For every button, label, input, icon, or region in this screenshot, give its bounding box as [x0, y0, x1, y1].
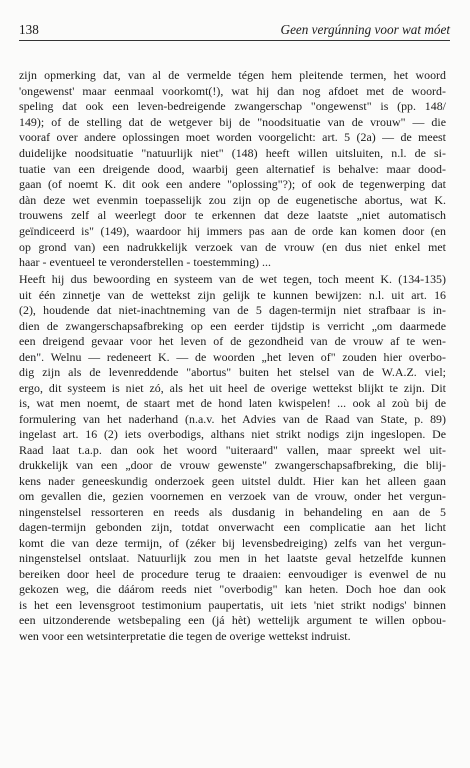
text-line: Heeft hij dus bewoording en systeem van de wet tegen, toch meent K. (134-135) [19, 272, 446, 286]
text-line: een dreigend gevaar voor het leven of de gezondheid van de vrouw af te wen- [19, 334, 446, 348]
text-line: bereiken door heel de procedure terug te draaien: eenvoudiger is evenwel de nu [19, 566, 446, 581]
text-line: geïndiceerd is" (149), waardoor hij immers pas aan de orde kan komen door (en [19, 223, 446, 238]
text-line: ergo, dit systeem is niet zó, als het uit heel de overige wettekst blijkt te zijn. Dit [19, 380, 446, 395]
text-line: op grond van) een nadrukkelijk verzoek van de vrouw (en dus niet enkel met [19, 239, 446, 254]
text-line: een uitzonderende wetsbepaling een (já hèt) wettelijk argument te willen opbou- [19, 613, 446, 627]
text-line: trouwens zelf al weerlegt door te erkennen dat deze laatste „niet automatisch [19, 208, 446, 223]
text-line: dien de zwangerschapsafbreking op een eerder tijdstip is verricht „om daarmede [19, 318, 446, 333]
text-line: ningenstelsel ressorteren en reeds als dusdanig in behandeling en aan de 5 [19, 504, 446, 519]
text-line: is, wat men noemt, de staart met de hond laten kwispelen! ... ook al zoù bij de [19, 396, 446, 410]
text-line: wen voor een wetsinterpretatie die tegen de overige wettekst indruist. [19, 628, 351, 643]
text-line: (2), houdende dat niet-inachtneming van de 5 dagen-termijn niet strafbaar is in- [19, 303, 446, 317]
text-line: drukkelijk van een „door de vrouw gewenste" zwangerschapsafbreking, die blij- [19, 458, 446, 472]
text-line: gekozen weg, die dáárom reeds niet "overbodig" kan heten. Doch hoe dan ook [19, 582, 446, 596]
text-line: dagen-termijn gebonden zijn, totdat onverwacht een complicatie aan het licht [19, 520, 446, 534]
text-line: dàn deze wet evenmin toepasselijk zou zijn op de eugenetische abortus, wat K. [19, 192, 446, 207]
text-line: komt die van deze termijn, of (zéker bij levensbedreiging) zelfs van het vergun- [19, 535, 446, 550]
text-line: uit één zinnetje van de wettekst zijn gelijk te kunnen bewijzen: n.l. uit art. 16 [19, 287, 446, 302]
text-line: om gevallen die, gezien voornemen en verzoek van de vrouw, onder het vergun- [19, 489, 446, 503]
text-line: tuatie van een dreigende dood, waarbij geen alternatief is behalve: maar dood- [19, 161, 446, 176]
text-line: is het een levensgroot testimonium paupertatis, uit iets 'niet strikt nodigs' binnen [19, 597, 446, 612]
text-line: haar - eventueel te veronderstellen - toestemming) ... [19, 255, 272, 270]
text-line: ningenstelsel ontslaat. Natuurlijk zou men in het laatste geval hetzelfde kunnen [19, 551, 446, 565]
text-line: zijn opmerking dat, van al de vermelde tégen hem pleitende termen, het woord [19, 68, 446, 82]
text-line: duidelijke noodsituatie "natuurlijk niet" (148) heeft willen uitsluiten, n.l. de si- [19, 145, 446, 160]
quoted-paragraph [19, 68, 446, 271]
text-line: 'ongewenst' maar eenmaal voorkomt(!), wat hij dan nog afdoet met de woord- [19, 83, 446, 98]
text-line: 149); of de stelling dat de wetgever bij de "noodsituatie van de vrouw" — die [19, 114, 446, 129]
text-line: speling dat ook een leven-bedreigende zwangerschap "ongewenst" is (pp. 148/ [19, 99, 446, 114]
page-number: 138 [19, 22, 39, 37]
main-paragraph [19, 272, 446, 644]
text-line: dig zijn als de levenreddende "abortus" buiten het stelsel van de W.A.Z. viel; [19, 365, 446, 379]
text-line: gaan (of noemt K. dit ook een andere "oplossing"?); of ook de tegenwerping dat [19, 177, 446, 192]
text-line: ingelast art. 16 (2) iets overbodigs, althans niet strikt nodigs zijn ingeslopen. De [19, 427, 446, 441]
running-title: Geen vergúnning voor wat móet [280, 22, 450, 37]
text-line: Raad laat t.a.p. dan ook het woord "uiteraard" vallen, maar spreekt wel uit- [19, 442, 446, 457]
text-line: kens nader geneeskundig onderzoek geen uitstel duldt. Hier kan het alleen gaan [19, 473, 446, 488]
page-header [19, 22, 450, 41]
text-line: vooraf over andere oplossingen moet worden voorgelicht: art. 5 (2a) — de meest [19, 130, 446, 145]
text-line: den". Welnu — redeneert K. — de woorden „het leven of" zouden hier overbo- [19, 349, 446, 364]
text-line: formulering van het naderhand (n.a.v. het Advies van de Raad van State, p. 89) [19, 411, 446, 426]
